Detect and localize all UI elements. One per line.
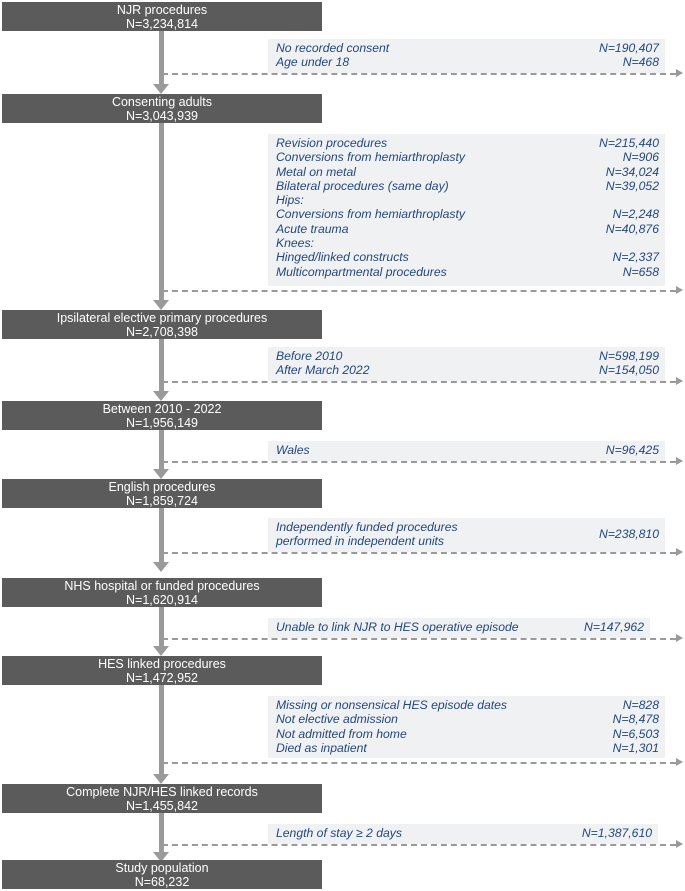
exclusion-count: N=215,440 <box>599 136 659 150</box>
exclusion-panel-7 <box>268 696 665 758</box>
node-box-complete-njr-hes-linked-records <box>2 784 322 813</box>
connector-arrow-shaft-7 <box>159 685 164 774</box>
exclusion-label: No recorded consent <box>276 41 390 55</box>
exclusion-panel-5 <box>268 518 665 552</box>
node-count: N=1,472,952 <box>126 670 198 685</box>
exclusion-panel-8 <box>268 824 658 844</box>
exclusion-row <box>276 55 659 69</box>
exclusion-label: Hinged/linked constructs <box>276 250 409 265</box>
connector-arrow-shaft-3 <box>159 339 164 391</box>
exclusion-panel-2 <box>268 134 665 286</box>
exclusion-arrow-head-5 <box>676 548 683 556</box>
exclusion-row <box>276 41 659 55</box>
connector-arrow-shaft-8 <box>159 813 164 852</box>
exclusion-label: Multicompartmental procedures <box>276 264 447 279</box>
exclusion-label: Conversions from hemiarthroplasty <box>276 150 465 165</box>
exclusion-row <box>276 826 652 840</box>
node-label: Consenting adults <box>111 94 213 109</box>
exclusion-count: N=147,962 <box>584 620 644 634</box>
exclusion-label: Metal on metal <box>276 164 356 179</box>
node-count: N=1,455,842 <box>126 798 198 813</box>
exclusion-row <box>276 698 659 712</box>
exclusion-label: Before 2010 <box>276 349 343 363</box>
node-box-nhs-hospital-or-funded-procedures <box>2 578 322 607</box>
connector-arrow-head-5 <box>153 562 169 572</box>
exclusion-label: Age under 18 <box>276 55 350 70</box>
node-label: Ipsilateral elective primary procedures <box>56 310 268 325</box>
node-count: N=1,956,149 <box>126 415 198 430</box>
exclusion-count: N=1,387,610 <box>581 826 652 840</box>
exclusion-arrow-head-4 <box>676 457 683 465</box>
connector-arrow-shaft-4 <box>159 430 164 469</box>
node-label: English procedures <box>108 479 216 494</box>
exclusion-label: Length of stay ≥ 2 days <box>276 826 402 840</box>
exclusion-count: N=238,810 <box>599 527 659 542</box>
exclusion-count: N=96,425 <box>605 443 659 457</box>
exclusion-arrow-head-3 <box>676 377 683 385</box>
exclusion-arrow-shaft-7 <box>162 762 676 764</box>
exclusion-label: Died as inpatient <box>276 740 367 755</box>
exclusion-row <box>276 520 659 549</box>
exclusion-count: N=658 <box>622 264 659 279</box>
exclusion-arrow-shaft-3 <box>162 381 676 383</box>
node-box-study-population <box>2 860 322 889</box>
exclusion-count: N=8,478 <box>612 712 659 727</box>
node-box-between-2010-2022 <box>2 401 322 430</box>
exclusion-arrow-shaft-8 <box>162 844 676 846</box>
exclusion-row <box>276 250 659 264</box>
exclusion-label: Wales <box>276 443 310 457</box>
exclusion-count: N=828 <box>622 698 659 712</box>
node-count: N=3,234,814 <box>126 16 198 31</box>
exclusion-count: N=598,199 <box>599 349 659 363</box>
exclusion-label: Acute trauma <box>276 221 349 236</box>
exclusion-count: N=34,024 <box>605 164 659 179</box>
exclusion-arrow-head-6 <box>676 634 683 642</box>
exclusion-arrow-shaft-2 <box>162 290 676 292</box>
node-label: HES linked procedures <box>98 656 226 671</box>
exclusion-panel-4 <box>268 441 665 461</box>
exclusion-count: N=1,301 <box>612 740 659 755</box>
exclusion-arrow-shaft-1 <box>162 73 676 75</box>
exclusion-row <box>276 179 659 193</box>
exclusion-count: N=190,407 <box>599 41 659 55</box>
exclusion-row <box>276 207 659 221</box>
exclusion-count: N=40,876 <box>605 221 659 236</box>
exclusion-count: N=906 <box>622 150 659 165</box>
exclusion-count: N=6,503 <box>612 726 659 741</box>
connector-arrow-head-1 <box>153 84 169 94</box>
exclusion-row <box>276 165 659 179</box>
exclusion-arrow-shaft-5 <box>162 552 676 554</box>
exclusion-label: Unable to link NJR to HES operative episode <box>276 620 519 634</box>
exclusion-group-heading-knees <box>276 236 659 250</box>
exclusion-row <box>276 150 659 164</box>
connector-arrow-head-2 <box>153 300 169 310</box>
connector-arrow-shaft-1 <box>159 31 164 84</box>
node-box-ipsilateral-elective-primary-procedures <box>2 310 322 339</box>
exclusion-row <box>276 136 659 150</box>
node-label: NHS hospital or funded procedures <box>64 578 260 593</box>
exclusion-row <box>276 443 659 457</box>
node-label: NJR procedures <box>116 2 208 17</box>
node-count: N=3,043,939 <box>126 108 198 123</box>
exclusion-row <box>276 741 659 755</box>
exclusion-panel-3 <box>268 347 665 381</box>
node-box-hes-linked-procedures <box>2 656 322 685</box>
exclusion-label: Not elective admission <box>276 712 398 727</box>
node-box-english-procedures <box>2 479 322 508</box>
exclusion-group-heading-hips <box>276 193 659 207</box>
exclusion-label: After March 2022 <box>276 363 370 378</box>
exclusion-arrow-shaft-6 <box>162 638 676 640</box>
exclusion-count: N=2,248 <box>612 207 659 222</box>
exclusion-label: Knees: <box>276 236 314 251</box>
node-count: N=68,232 <box>134 874 190 889</box>
exclusion-count: N=468 <box>622 55 659 70</box>
exclusion-count: N=2,337 <box>612 250 659 265</box>
exclusion-label: Not admitted from home <box>276 726 407 741</box>
exclusion-row <box>276 349 659 363</box>
exclusion-row <box>276 727 659 741</box>
node-count: N=1,620,914 <box>126 592 198 607</box>
connector-arrow-head-6 <box>153 646 169 656</box>
exclusion-panel-1 <box>268 39 665 73</box>
exclusion-panel-6 <box>268 618 650 638</box>
exclusion-arrow-head-8 <box>676 840 683 848</box>
connector-arrow-head-3 <box>153 391 169 401</box>
exclusion-count: N=39,052 <box>605 178 659 193</box>
exclusion-label <box>276 520 458 549</box>
node-box-njr-procedures <box>2 2 322 31</box>
exclusion-label-line-2: performed in independent units <box>276 534 445 549</box>
connector-arrow-head-4 <box>153 469 169 479</box>
node-box-consenting-adults <box>2 94 322 123</box>
exclusion-label: Missing or nonsensical HES episode dates <box>276 698 508 712</box>
exclusion-label: Conversions from hemiarthroplasty <box>276 207 465 222</box>
exclusion-row <box>276 363 659 377</box>
exclusion-row <box>276 620 644 634</box>
node-count: N=1,859,724 <box>126 493 198 508</box>
exclusion-row <box>276 712 659 726</box>
connector-arrow-head-7 <box>153 774 169 784</box>
exclusion-arrow-head-7 <box>676 758 683 766</box>
exclusion-label: Revision procedures <box>276 136 388 150</box>
exclusion-arrow-head-2 <box>676 286 683 294</box>
exclusion-row <box>276 222 659 236</box>
exclusion-label-line-1: Independently funded procedures <box>276 520 458 534</box>
node-label: Between 2010 - 2022 <box>102 401 222 416</box>
exclusion-arrow-shaft-4 <box>162 461 676 463</box>
exclusion-label: Bilateral procedures (same day) <box>276 178 449 193</box>
node-label: Complete NJR/HES linked records <box>66 784 258 799</box>
exclusion-label: Hips: <box>276 193 304 208</box>
node-label: Study population <box>115 860 209 875</box>
exclusion-arrow-head-1 <box>676 69 683 77</box>
node-count: N=2,708,398 <box>126 324 198 339</box>
connector-arrow-shaft-6 <box>159 607 164 646</box>
exclusion-row <box>276 265 659 279</box>
exclusion-count: N=154,050 <box>599 363 659 378</box>
connector-arrow-shaft-2 <box>159 123 164 300</box>
